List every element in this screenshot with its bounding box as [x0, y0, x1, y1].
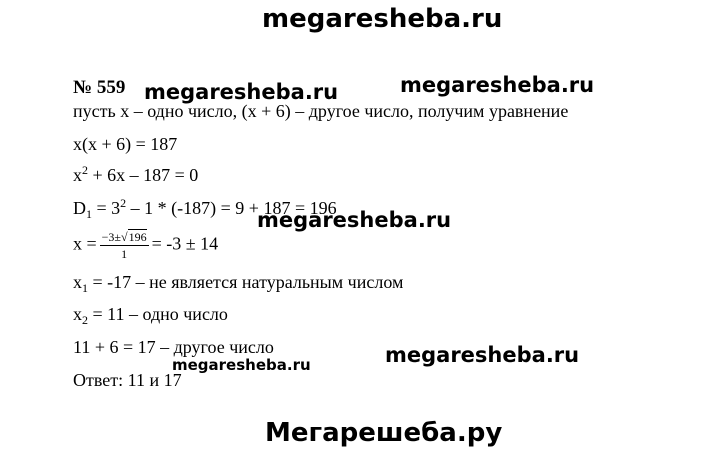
- d-base: D: [73, 198, 86, 218]
- x2-base: x: [73, 304, 82, 324]
- numerator-prefix: −3±√: [101, 230, 128, 244]
- watermark-a: megaresheba.ru: [144, 80, 339, 104]
- root-x1: [73, 272, 403, 293]
- watermark-d: megaresheba.ru: [385, 343, 580, 367]
- d-subscript: 1: [86, 207, 92, 221]
- problem-number: № 559: [73, 77, 126, 98]
- d-rest: – 1 * (-187) = 9 + 187 = 196: [126, 198, 337, 218]
- roots-fraction: [100, 230, 149, 261]
- intro-line: пусть x – одно число, (x + 6) – другое число, получим уравнение: [73, 101, 569, 121]
- equation-1: x(x + 6) = 187: [73, 134, 178, 154]
- watermark-bottom: Мегарешеба.ру: [265, 418, 503, 448]
- x1-base: x: [73, 272, 82, 292]
- radicand: 196: [128, 230, 147, 244]
- d-mid: = 3: [92, 198, 121, 218]
- x1-rest: = -17 – не является натуральным числом: [88, 272, 404, 292]
- root-x2: [73, 304, 228, 325]
- d-exponent: 2: [120, 196, 127, 210]
- roots-rhs: = -3 ± 14: [151, 233, 219, 254]
- x1-subscript: 1: [82, 281, 88, 295]
- eq2-base: x: [73, 165, 82, 185]
- watermark-b: megaresheba.ru: [400, 73, 595, 97]
- fraction-numerator: [100, 230, 149, 246]
- other-number-line: 11 + 6 = 17 – другое число: [73, 337, 274, 357]
- x2-rest: = 11 – одно число: [88, 304, 228, 324]
- equation-2: [73, 165, 198, 186]
- answer-line: Ответ: 11 и 17: [73, 370, 182, 390]
- eq2-rest: + 6x – 187 = 0: [88, 165, 199, 185]
- roots-formula: [73, 230, 218, 261]
- watermark-e: megaresheba.ru: [172, 356, 311, 374]
- fraction-denominator: 1: [121, 247, 128, 261]
- eq2-exponent: 2: [82, 163, 88, 177]
- x2-subscript: 2: [82, 313, 88, 327]
- watermark-c: megaresheba.ru: [257, 208, 452, 232]
- roots-lhs: x =: [73, 233, 97, 254]
- watermark-top: megaresheba.ru: [262, 4, 503, 34]
